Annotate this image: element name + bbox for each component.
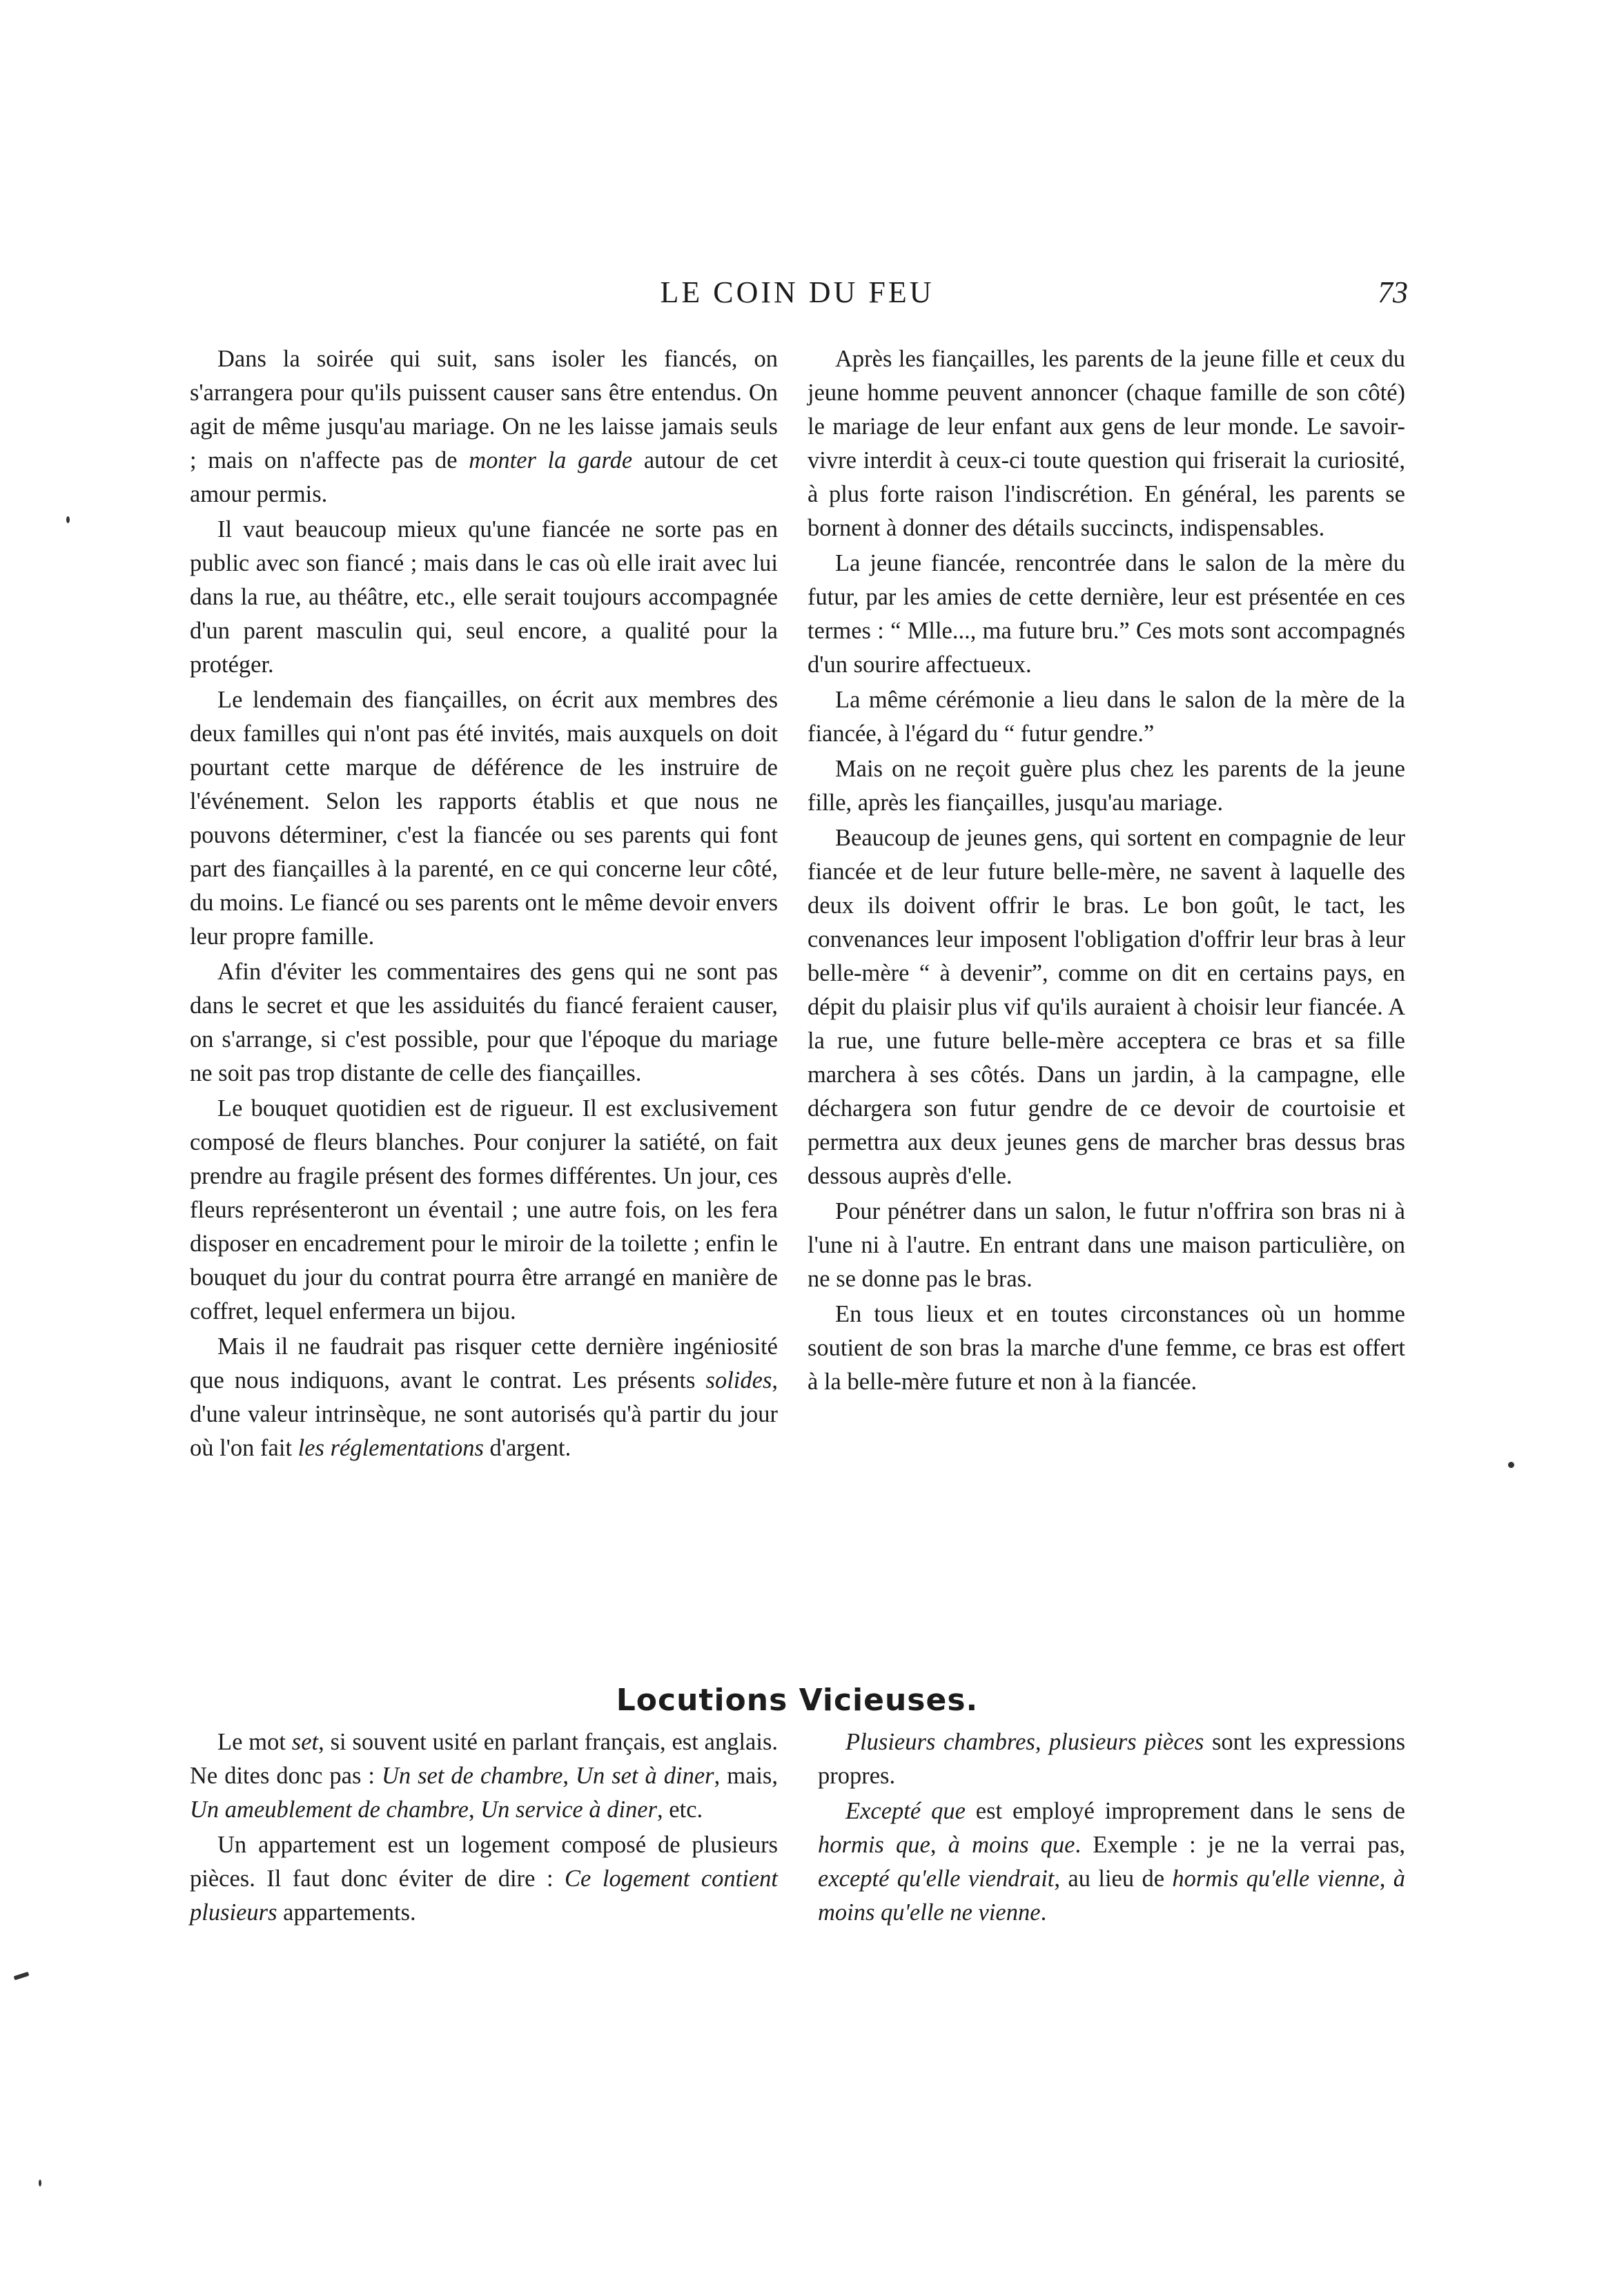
italic-phrase: Un service à diner: [480, 1797, 658, 1823]
italic-phrase: Plusieurs chambres: [845, 1729, 1035, 1755]
paragraph: Mais il ne faudrait pas risquer cette dernière ingéniosité que nous indiquons, avant le contrat. Les présents solides, d'une valeur intrinsèque, ne sont autorisés qu'à partir du jour où l'on fait les réglementations d'argent.: [190, 1333, 778, 1461]
paragraph: Plusieurs chambres, plusieurs pièces sont les expressions propres.: [818, 1729, 1406, 1789]
paragraph: La jeune fiancée, rencontrée dans le salon de la mère du futur, par les amies de cette dernière, leur est présentée en ces termes : “ Mlle..., ma future bru.” Ces mots sont accompagnés d'un sourire affectueux.: [808, 550, 1405, 678]
running-title: LE COIN DU FEU: [660, 275, 935, 309]
page-number: 73: [1378, 275, 1408, 309]
italic-phrase: Un set à diner: [576, 1763, 714, 1789]
italic-phrase: Un ameublement de chambre: [190, 1797, 469, 1823]
paragraph: Le mot set, si souvent usité en parlant français, est anglais. Ne dites donc pas : Un set de chambre, Un set à diner, mais, Un ameublement de chambre, Un service à diner, etc.: [190, 1729, 778, 1823]
paragraph: La même cérémonie a lieu dans le salon de la mère de la fiancée, à l'égard du “ futur gendre.”: [808, 687, 1405, 747]
paragraph: Beaucoup de jeunes gens, qui sortent en compagnie de leur fiancée et de leur future belle-mère, ne savent à laquelle des deux ils doivent offrir le bras. Le bon goût, le tact, les convenances leur imposent l'obligation d'offrir leur bras à leur belle-mère “ à devenir”, comme on dit en certains pays, en dépit du plaisir plus vif qu'ils auraient à choisir leur fiancée. A la rue, une future belle-mère acceptera ce bras et sa fille marchera à ses côtés. Dans un jardin, à la campagne, elle déchargera son futur gendre de ce devoir de courtoisie et permettra aux deux jeunes gens de marcher bras dessus bras dessous auprès d'elle.: [808, 825, 1405, 1189]
scan-speck: [39, 2180, 41, 2186]
italic-phrase: solides: [705, 1367, 772, 1393]
left-column-top: [190, 342, 778, 1465]
italic-phrase: hormis qu'elle vienne: [1172, 1866, 1380, 1892]
paragraph: Pour pénétrer dans un salon, le futur n'offrira son bras ni à l'une ni à l'autre. En entrant dans une maison particulière, on ne se donne pas le bras.: [808, 1198, 1405, 1292]
italic-phrase: Excepté que: [845, 1798, 966, 1824]
paragraph: Excepté que est employé improprement dans le sens de hormis que, à moins que. Exemple : je ne la verrai pas, excepté qu'elle viendrait, au lieu de hormis qu'elle vienne, à moins qu'elle ne vienne.: [818, 1798, 1406, 1926]
italic-phrase: à moins que: [948, 1832, 1075, 1858]
right-column-bottom: [818, 1725, 1405, 1930]
italic-phrase: excepté qu'elle viendrait: [818, 1866, 1055, 1892]
italic-phrase: à moins qu'elle ne vienne: [818, 1866, 1406, 1926]
scan-speck: [1508, 1462, 1514, 1468]
scan-speck: [14, 1972, 30, 1981]
paragraph: Il vaut beaucoup mieux qu'une fiancée ne sorte pas en public avec son fiancé ; mais dans le cas où elle irait avec lui dans la rue, au théâtre, etc., elle serait toujours accompagnée d'un parent masculin qui, seul encore, a qualité pour la protéger.: [190, 516, 778, 678]
left-column-bottom: [190, 1725, 778, 1930]
italic-phrase: hormis que: [818, 1832, 930, 1858]
paragraph: Dans la soirée qui suit, sans isoler les fiancés, on s'arrangera pour qu'ils puissent causer sans être entendus. On agit de même jusqu'au mariage. On ne les laisse jamais seuls ; mais on n'affecte pas de monter la garde autour de cet amour permis.: [190, 346, 778, 507]
italic-phrase: plusieurs pièces: [1049, 1729, 1204, 1755]
scan-speck: [66, 516, 70, 523]
paragraph: Un appartement est un logement composé de plusieurs pièces. Il faut donc éviter de dire : Ce logement contient plusieurs appartements.: [190, 1832, 778, 1926]
page-header: [186, 275, 1408, 316]
right-column-top: [808, 342, 1405, 1399]
paragraph: Le bouquet quotidien est de rigueur. Il est exclusivement composé de fleurs blanches. Pour conjurer la satiété, on fait prendre au fragile présent des formes différentes. Un jour, ces fleurs représenteront un éventail ; une autre fois, on les fera disposer en encadrement pour le miroir de la toilette ; enfin le bouquet du jour du contrat pourra être arrangé en manière de coffret, lequel enfermera un bijou.: [190, 1095, 778, 1324]
paragraph: Mais on ne reçoit guère plus chez les parents de la jeune fille, après les fiançailles, jusqu'au mariage.: [808, 756, 1405, 816]
paragraph: En tous lieux et en toutes circonstances où un homme soutient de son bras la marche d'une femme, ce bras est offert à la belle-mère future et non à la fiancée.: [808, 1301, 1405, 1395]
italic-phrase: les réglementations: [297, 1435, 484, 1461]
paragraph: Afin d'éviter les commentaires des gens qui ne sont pas dans le secret et que les assiduités du fiancé feraient causer, on s'arrange, si c'est possible, pour que l'époque du mariage ne soit pas trop distante de celle des fiançailles.: [190, 959, 778, 1086]
italic-phrase: Un set de chambre: [381, 1763, 563, 1789]
paragraph: Le lendemain des fiançailles, on écrit aux membres des deux familles qui n'ont pas été invités, mais auxquels on doit pourtant cette marque de déférence de les instruire de l'événement. Selon les rapports établis et que nous ne pouvons déterminer, c'est la fiancée ou ses parents qui font part des fiançailles à la parenté, en ce qui concerne leur côté, du moins. Le fiancé ou ses parents ont le même devoir envers leur propre famille.: [190, 687, 778, 950]
paragraph: Après les fiançailles, les parents de la jeune fille et ceux du jeune homme peuvent annoncer (chaque famille de son côté) le mariage de leur enfant aux gens de leur monde. Le savoir-vivre interdit à ceux-ci toute question qui friserait la curiosité, à plus forte raison l'indiscrétion. En général, les parents se bornent à donner des détails succincts, indispensables.: [808, 346, 1405, 541]
section-heading: Locutions Vicieuses.: [616, 1683, 979, 1718]
italic-phrase: Ce logement contient plusieurs: [190, 1866, 778, 1926]
italic-phrase: monter la garde: [469, 447, 633, 473]
italic-phrase: set: [291, 1729, 319, 1755]
